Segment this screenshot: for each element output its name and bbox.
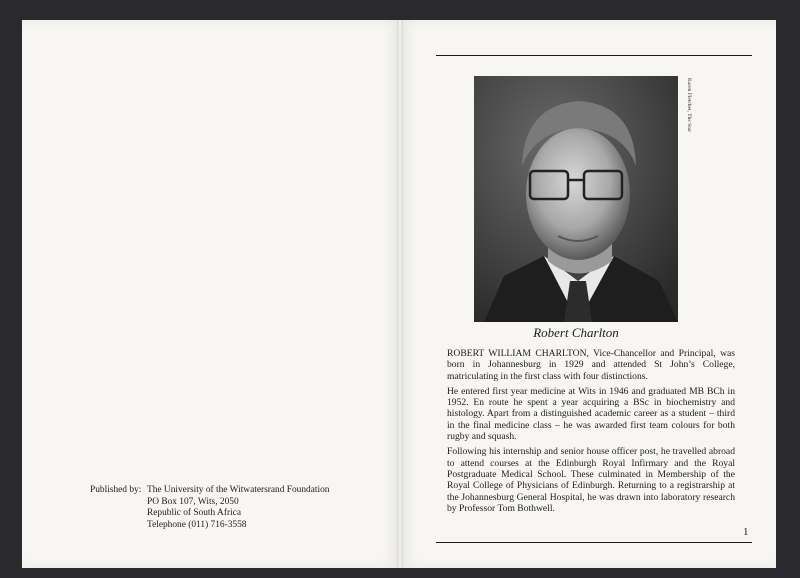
publisher-line: The University of the Witwatersrand Foundation bbox=[147, 485, 330, 495]
paragraph: Following his internship and senior house officer post, he travelled abroad to attend courses at the Edinburgh Royal Infirmary and the Royal Postgraduate Medical School. These culminated in Membership of the Royal College of Physicians of Edinburgh. Returning to a registrarship at the Johannesburg General Hospital, he was drawn into laboratory research by Professor Tom Bothwell. bbox=[447, 446, 735, 514]
top-rule bbox=[436, 55, 752, 56]
paragraph: He entered first year medicine at Wits in 1946 and graduated MB BCh in 1952. En route he spent a year acquiring a BSc in biochemistry and histology. Apart from a distinguished academic career as a student – third in the final medicine class – he was awarded first team colours for both rugby and squash. bbox=[447, 385, 735, 443]
paragraph: ROBERT WILLIAM CHARLTON, Vice-Chancellor and Principal, was born in Johannesburg in 1929 and attended St John’s College, matriculating in the first class with four distinctions. bbox=[447, 348, 735, 382]
book-spine bbox=[397, 20, 403, 568]
publisher-label: Published by: bbox=[90, 485, 142, 495]
photo-credit: Karen Fletcher, The Star bbox=[686, 78, 692, 133]
page-number: 1 bbox=[743, 526, 749, 538]
portrait-photo bbox=[474, 76, 678, 322]
publisher-line: Republic of South Africa bbox=[147, 508, 241, 519]
biography-text bbox=[447, 348, 735, 518]
publisher-line: Telephone (011) 716-3558 bbox=[147, 520, 247, 531]
publisher-address bbox=[147, 485, 329, 532]
bottom-rule bbox=[436, 542, 752, 543]
photo-caption: Robert Charlton bbox=[533, 325, 619, 340]
publisher-line: PO Box 107, Wits, 2050 bbox=[147, 496, 239, 507]
